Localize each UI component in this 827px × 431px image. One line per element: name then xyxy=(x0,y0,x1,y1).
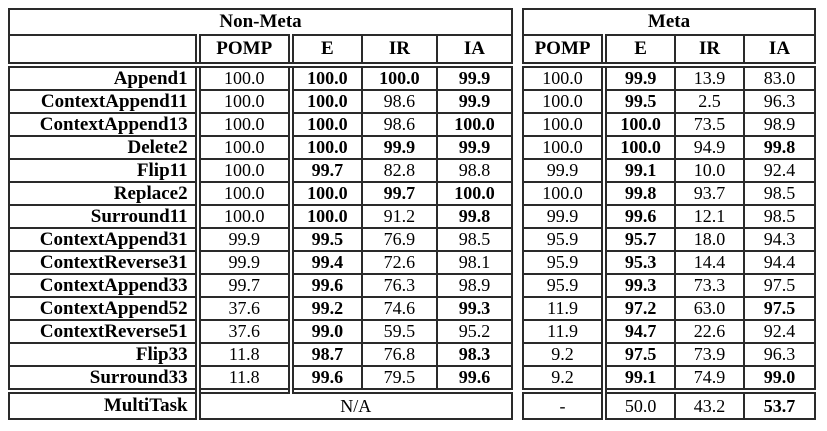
value-cell: 100.0 xyxy=(198,90,291,113)
non-meta-body xyxy=(9,65,512,391)
column-header-ir: IR xyxy=(675,35,744,65)
value-cell: 100.0 xyxy=(523,90,604,113)
value-cell: 95.7 xyxy=(604,228,675,251)
multitask-value-cell: 43.2 xyxy=(675,391,744,419)
value-cell: 18.0 xyxy=(675,228,744,251)
value-cell: 98.3 xyxy=(437,343,512,366)
table-row xyxy=(523,113,815,136)
table-row xyxy=(9,320,512,343)
multitask-value-cell: - xyxy=(523,391,604,419)
table-row xyxy=(523,274,815,297)
row-label-multitask: MultiTask xyxy=(9,391,198,419)
value-cell: 95.9 xyxy=(523,251,604,274)
table-row xyxy=(523,320,815,343)
value-cell: 100.0 xyxy=(198,136,291,159)
value-cell: 100.0 xyxy=(291,136,362,159)
meta-footer xyxy=(523,391,815,419)
table-row xyxy=(9,274,512,297)
value-cell: 94.9 xyxy=(675,136,744,159)
value-cell: 76.9 xyxy=(362,228,437,251)
value-cell: 100.0 xyxy=(291,113,362,136)
value-cell: 99.1 xyxy=(604,366,675,391)
value-cell: 96.3 xyxy=(744,343,815,366)
table-row xyxy=(523,228,815,251)
value-cell: 100.0 xyxy=(437,113,512,136)
value-cell: 99.5 xyxy=(604,90,675,113)
table-row xyxy=(523,297,815,320)
value-cell: 74.9 xyxy=(675,366,744,391)
value-cell: 99.9 xyxy=(437,136,512,159)
table-title-row xyxy=(523,9,815,35)
value-cell: 73.9 xyxy=(675,343,744,366)
value-cell: 37.6 xyxy=(198,320,291,343)
value-cell: 100.0 xyxy=(523,65,604,90)
value-cell: 98.1 xyxy=(437,251,512,274)
value-cell: 97.5 xyxy=(604,343,675,366)
value-cell: 100.0 xyxy=(291,90,362,113)
value-cell: 11.8 xyxy=(198,343,291,366)
value-cell: 99.9 xyxy=(198,228,291,251)
value-cell: 95.9 xyxy=(523,228,604,251)
multitask-value-cell: 53.7 xyxy=(744,391,815,419)
table-row xyxy=(9,182,512,205)
value-cell: 9.2 xyxy=(523,343,604,366)
column-header-e: E xyxy=(291,35,362,65)
value-cell: 100.0 xyxy=(523,113,604,136)
value-cell: 100.0 xyxy=(362,65,437,90)
multitask-row xyxy=(523,391,815,419)
non-meta-footer xyxy=(9,391,512,419)
row-label: ContextAppend33 xyxy=(9,274,198,297)
value-cell: 99.6 xyxy=(291,274,362,297)
value-cell: 99.9 xyxy=(523,205,604,228)
value-cell: 99.0 xyxy=(744,366,815,391)
value-cell: 95.9 xyxy=(523,274,604,297)
value-cell: 98.9 xyxy=(744,113,815,136)
row-label: Delete2 xyxy=(9,136,198,159)
table-row xyxy=(9,65,512,90)
value-cell: 95.2 xyxy=(437,320,512,343)
value-cell: 99.2 xyxy=(291,297,362,320)
value-cell: 92.4 xyxy=(744,320,815,343)
value-cell: 99.7 xyxy=(291,159,362,182)
value-cell: 94.4 xyxy=(744,251,815,274)
value-cell: 98.5 xyxy=(744,205,815,228)
value-cell: 73.5 xyxy=(675,113,744,136)
meta-title: Meta xyxy=(523,9,815,35)
value-cell: 99.3 xyxy=(604,274,675,297)
value-cell: 99.7 xyxy=(362,182,437,205)
meta-body xyxy=(523,65,815,391)
value-cell: 100.0 xyxy=(291,65,362,90)
non-meta-title: Non-Meta xyxy=(9,9,512,35)
non-meta-table xyxy=(8,8,513,420)
value-cell: 94.7 xyxy=(604,320,675,343)
value-cell: 100.0 xyxy=(523,136,604,159)
value-cell: 79.5 xyxy=(362,366,437,391)
value-cell: 12.1 xyxy=(675,205,744,228)
value-cell: 99.8 xyxy=(604,182,675,205)
row-label: ContextAppend11 xyxy=(9,90,198,113)
value-cell: 100.0 xyxy=(604,136,675,159)
value-cell: 96.3 xyxy=(744,90,815,113)
value-cell: 59.5 xyxy=(362,320,437,343)
column-header-row xyxy=(9,35,512,65)
table-row xyxy=(523,205,815,228)
table-row xyxy=(9,136,512,159)
value-cell: 9.2 xyxy=(523,366,604,391)
column-header-ia: IA xyxy=(437,35,512,65)
value-cell: 99.5 xyxy=(291,228,362,251)
table-title-row xyxy=(9,9,512,35)
row-label: ContextAppend52 xyxy=(9,297,198,320)
value-cell: 11.9 xyxy=(523,320,604,343)
value-cell: 98.9 xyxy=(437,274,512,297)
value-cell: 99.7 xyxy=(198,274,291,297)
row-label: Surround11 xyxy=(9,205,198,228)
table-row xyxy=(523,90,815,113)
table-row xyxy=(9,205,512,228)
table-row xyxy=(9,366,512,391)
value-cell: 83.0 xyxy=(744,65,815,90)
value-cell: 99.4 xyxy=(291,251,362,274)
value-cell: 98.7 xyxy=(291,343,362,366)
value-cell: 98.6 xyxy=(362,113,437,136)
table-row xyxy=(523,366,815,391)
value-cell: 99.9 xyxy=(362,136,437,159)
row-label: Flip11 xyxy=(9,159,198,182)
row-label: ContextReverse31 xyxy=(9,251,198,274)
value-cell: 10.0 xyxy=(675,159,744,182)
value-cell: 97.5 xyxy=(744,274,815,297)
row-label: Surround33 xyxy=(9,366,198,391)
value-cell: 63.0 xyxy=(675,297,744,320)
value-cell: 99.6 xyxy=(604,205,675,228)
multitask-value-cell: 50.0 xyxy=(604,391,675,419)
value-cell: 74.6 xyxy=(362,297,437,320)
value-cell: 76.3 xyxy=(362,274,437,297)
table-row xyxy=(523,159,815,182)
column-header-ir: IR xyxy=(362,35,437,65)
value-cell: 11.8 xyxy=(198,366,291,391)
value-cell: 99.9 xyxy=(198,251,291,274)
table-row xyxy=(9,251,512,274)
column-header-pomp: POMP xyxy=(198,35,291,65)
table-row xyxy=(9,159,512,182)
na-cell: N/A xyxy=(198,391,512,419)
value-cell: 76.8 xyxy=(362,343,437,366)
value-cell: 100.0 xyxy=(198,159,291,182)
value-cell: 100.0 xyxy=(198,113,291,136)
value-cell: 99.6 xyxy=(437,366,512,391)
value-cell: 13.9 xyxy=(675,65,744,90)
value-cell: 100.0 xyxy=(604,113,675,136)
table-row xyxy=(9,228,512,251)
value-cell: 99.8 xyxy=(437,205,512,228)
row-label: Replace2 xyxy=(9,182,198,205)
value-cell: 99.6 xyxy=(291,366,362,391)
table-row xyxy=(523,251,815,274)
column-header-e: E xyxy=(604,35,675,65)
value-cell: 100.0 xyxy=(523,182,604,205)
value-cell: 99.9 xyxy=(437,65,512,90)
table-row xyxy=(9,343,512,366)
meta-header xyxy=(523,9,815,65)
value-cell: 72.6 xyxy=(362,251,437,274)
table-row xyxy=(523,343,815,366)
value-cell: 98.8 xyxy=(437,159,512,182)
value-cell: 93.7 xyxy=(675,182,744,205)
table-row xyxy=(523,182,815,205)
non-meta-header xyxy=(9,9,512,65)
value-cell: 100.0 xyxy=(198,65,291,90)
table-row xyxy=(523,65,815,90)
table-row xyxy=(9,90,512,113)
value-cell: 99.8 xyxy=(744,136,815,159)
value-cell: 99.3 xyxy=(437,297,512,320)
value-cell: 22.6 xyxy=(675,320,744,343)
value-cell: 82.8 xyxy=(362,159,437,182)
column-header-row xyxy=(523,35,815,65)
column-header-ia: IA xyxy=(744,35,815,65)
value-cell: 92.4 xyxy=(744,159,815,182)
column-header-pomp: POMP xyxy=(523,35,604,65)
row-label: ContextAppend13 xyxy=(9,113,198,136)
value-cell: 100.0 xyxy=(291,205,362,228)
value-cell: 98.6 xyxy=(362,90,437,113)
empty-corner-cell xyxy=(9,35,198,65)
value-cell: 94.3 xyxy=(744,228,815,251)
value-cell: 91.2 xyxy=(362,205,437,228)
value-cell: 2.5 xyxy=(675,90,744,113)
multitask-row xyxy=(9,391,512,419)
value-cell: 100.0 xyxy=(198,205,291,228)
table-row xyxy=(523,136,815,159)
value-cell: 99.1 xyxy=(604,159,675,182)
value-cell: 95.3 xyxy=(604,251,675,274)
row-label: Append1 xyxy=(9,65,198,90)
row-label: Flip33 xyxy=(9,343,198,366)
row-label: ContextAppend31 xyxy=(9,228,198,251)
value-cell: 98.5 xyxy=(437,228,512,251)
value-cell: 11.9 xyxy=(523,297,604,320)
value-cell: 98.5 xyxy=(744,182,815,205)
value-cell: 99.9 xyxy=(604,65,675,90)
value-cell: 97.2 xyxy=(604,297,675,320)
value-cell: 97.5 xyxy=(744,297,815,320)
value-cell: 99.0 xyxy=(291,320,362,343)
row-label: ContextReverse51 xyxy=(9,320,198,343)
value-cell: 100.0 xyxy=(198,182,291,205)
meta-table xyxy=(522,8,816,420)
value-cell: 73.3 xyxy=(675,274,744,297)
table-row xyxy=(9,113,512,136)
value-cell: 100.0 xyxy=(437,182,512,205)
value-cell: 100.0 xyxy=(291,182,362,205)
table-row xyxy=(9,297,512,320)
value-cell: 37.6 xyxy=(198,297,291,320)
value-cell: 99.9 xyxy=(437,90,512,113)
value-cell: 14.4 xyxy=(675,251,744,274)
value-cell: 99.9 xyxy=(523,159,604,182)
